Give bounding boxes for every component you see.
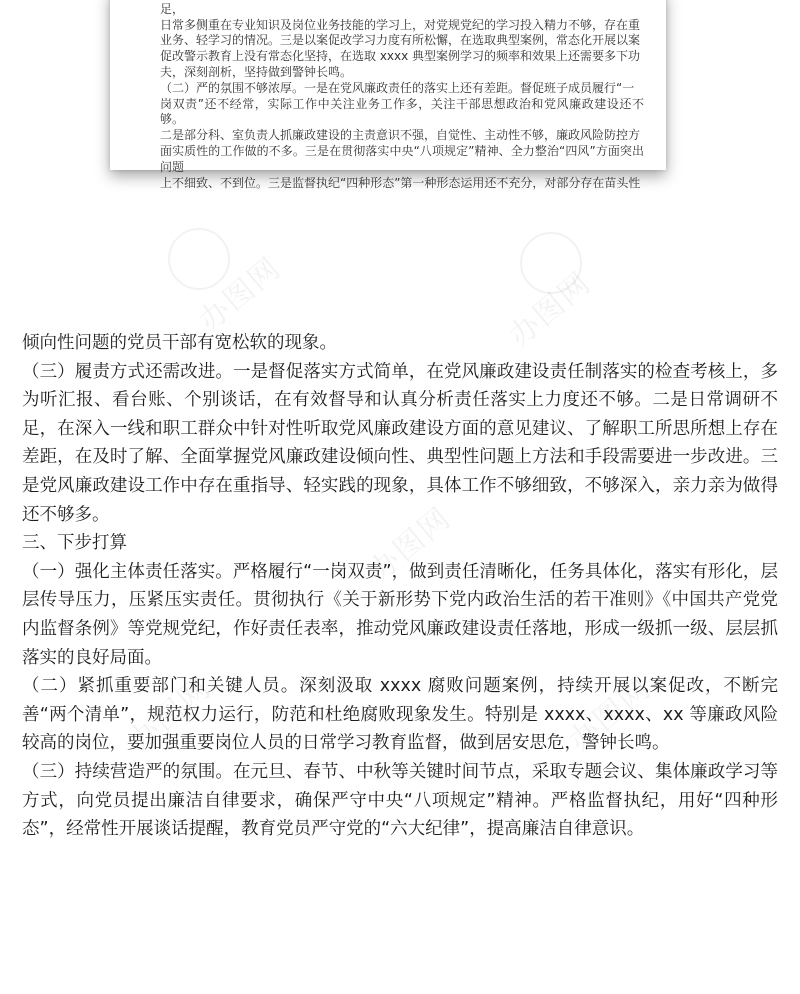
document-body	[22, 329, 778, 844]
section-heading: 三、下步打算	[22, 533, 127, 554]
body-paragraph: （三）履责方式还需改进。一是督促落实方式简单，在党风廉政建设责任制落实的检查考核上，多为听汇报、看台账、个别谈话，在有效督导和认真分析责任落实上力度还不够。二是日常调研不足，在深入一线和职工群众中针对性听取党风廉政建设方面的意见建议、了解职工所思所想上存在差距，在及时了解、全面掌握党风廉政建设倾向性、典型性问题上方法和手段需要进一步改进。三是党风廉政建设工作中存在重指导、轻实践的现象，具体工作不够细致，不够深入，亲力亲为做得还不够多。	[22, 361, 778, 525]
watermark-text: 办图网	[362, 500, 459, 589]
preview-line: 业务、轻学习的情况。三是以案促改学习力度有所松懈，在选取典型案例，常态化开展以案	[160, 33, 641, 48]
watermark-text: 办图网	[122, 670, 219, 759]
watermark-logo	[520, 232, 582, 294]
body-paragraph: （二）紧抓重要部门和关键人员。深刻汲取 xxxx 腐败问题案例，持续开展以案促改，不断完善“两个清单”，规范权力运行，防范和杜绝腐败现象发生。特别是 xxxx、xxxx、xx 等廉政风险较高的岗位，要加强重要岗位人员的日常学习教育监督，做到居安思危，警钟长鸣。	[22, 676, 778, 754]
preview-line: 上不细致、不到位。三是监督执纪“四种形态”第一种形态运用还不充分，对部分存在苗头性	[160, 175, 641, 190]
body-paragraph: 倾向性问题的党员干部有宽松软的现象。	[22, 333, 337, 353]
preview-line: 二是部分科、室负责人抓廉政建设的主责意识不强，自觉性、主动性不够，廉政风险防控方	[160, 128, 641, 143]
preview-line: （二）严的氛围不够浓厚。一是在党风廉政责任的落实上还有差距。督促班子成员履行“一	[160, 80, 635, 95]
watermark-text: 办图网	[502, 265, 599, 354]
body-paragraph: （三）持续营造严的氛围。在元旦、春节、中秋等关键时间节点，采取专题会议、集体廉政学习等方式，向党员提出廉洁自律要求，确保严守中央“八项规定”精神。严格监督执纪，用好“四种形态”，经常性开展谈话提醒，教育党员严守党的“六大纪律”，提高廉洁自律意识。	[22, 761, 778, 840]
body-paragraph: （一）强化主体责任落实。严格履行“一岗双责”，做到责任清晰化，任务具体化，落实有形化，层层传导压力，压紧压实责任。贯彻执行《关于新形势下党内政治生活的若干准则》《中国共产党党内监督条例》等党规党纪，作好责任表率，推动党风廉政建设责任落地，形成一级抓一级、层层抓落实的良好局面。	[22, 561, 778, 668]
preview-line: 足，	[160, 1, 185, 16]
preview-line: 面实质性的工作做的不多。三是在贯彻落实中央“八项规定”精神、全力整治“四风”方面突出问题	[160, 143, 644, 174]
document-preview-card	[110, 0, 666, 190]
preview-line: 促改警示教育上没有常态化坚持，在选取 xxxx 典型案例学习的频率和效果上还需要多下功	[160, 49, 641, 64]
watermark-logo	[168, 228, 230, 290]
watermark-text: 办图网	[192, 250, 289, 339]
preview-line: 日常多侧重在专业知识及岗位业务技能的学习上，对党规党纪的学习投入精力不够，存在重	[160, 17, 641, 32]
preview-line: 夫，深刻剖析，坚持做到警钟长鸣。	[160, 64, 353, 79]
watermark-text: 办图网	[562, 670, 659, 759]
preview-line: 岗双责”还不经常，实际工作中关注业务工作多，关注干部思想政治和党风廉政建设还不够。	[160, 96, 644, 127]
preview-text	[160, 0, 644, 191]
